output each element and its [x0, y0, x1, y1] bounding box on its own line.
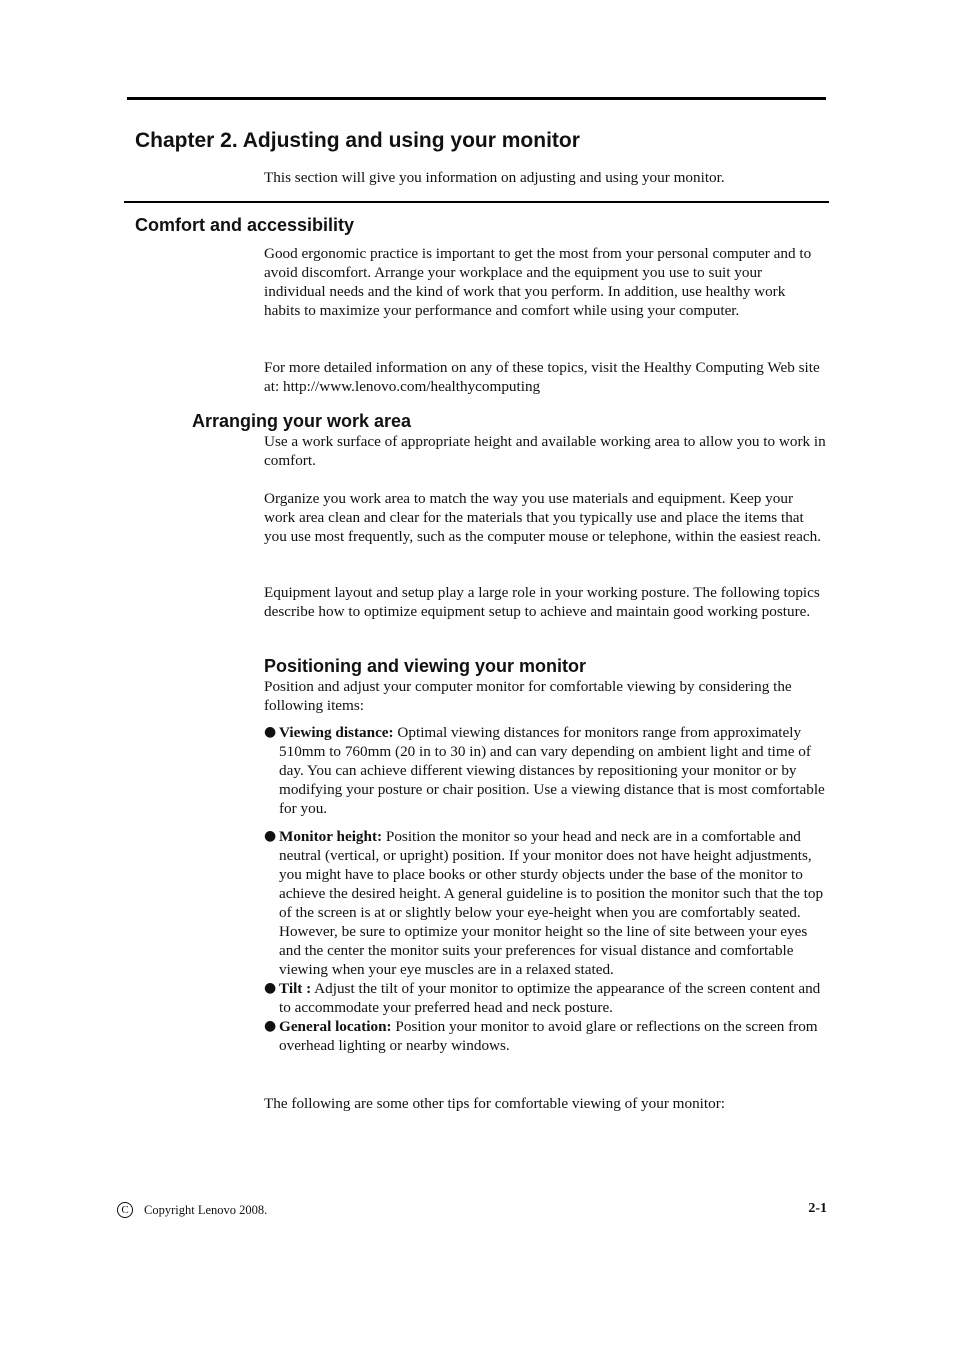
bullet-text: Position the monitor so your head and neck are in a comfortable and neutral (vertical, or upright) position. If your monitor does not have height adjustments, you might have to place books or other sturdy objects under the base of the monitor to achieve the desired height. A general guideline is to position the monitor such that the top of the screen is at or slightly below your eye-height when you are comfortably seated. However, be sure to optimize your monitor height so the line of site between your eyes and the center the monitor suits your preferences for visual distance and comfortable viewing when your eye muscles are in a relaxed stated. — [279, 828, 824, 978]
list-item-general-location — [264, 1017, 830, 1055]
chapter-intro: This section will give you information on adjusting and using your monitor. — [264, 169, 725, 186]
comfort-paragraph-1: Good ergonomic practice is important to get the most from your personal computer and to avoid discomfort. Arrange your workplace and the equipment you use to suit your individual needs and the kind of work that you perform. In addition, use healthy work habits to maximize your performance and comfort while using your computer. — [264, 245, 812, 319]
chapter-title: Chapter 2. Adjusting and using your monitor — [135, 129, 580, 152]
arranging-heading: Arranging your work area — [192, 411, 412, 431]
copyright-text: Copyright Lenovo 2008. — [144, 1203, 268, 1217]
positioning-heading: Positioning and viewing your monitor — [264, 656, 587, 676]
positioning-outro: The following are some other tips for comfortable viewing of your monitor: — [264, 1095, 725, 1112]
arranging-paragraph-1: Use a work surface of appropriate height and available working area to allow you to work in comfort. — [264, 433, 826, 469]
bullet-icon: ● — [264, 828, 277, 844]
comfort-heading: Comfort and accessibility — [135, 215, 355, 235]
top-rule — [127, 97, 826, 100]
bullet-term: Monitor height: — [279, 828, 383, 845]
bullet-term: General location: — [279, 1018, 392, 1035]
arranging-paragraph-3: Equipment layout and setup play a large role in your working posture. The following topics describe how to optimize equipment setup to achieve and maintain good working posture. — [264, 584, 820, 620]
list-item-viewing-distance — [264, 723, 830, 818]
bullet-text: Position your monitor to avoid glare or reflections on the screen from overhead lighting or nearby windows. — [279, 1018, 818, 1054]
monitor-tips-list — [264, 723, 830, 1055]
bullet-icon: ● — [264, 724, 277, 740]
bullet-text: Optimal viewing distances for monitors range from approximately 510mm to 760mm (20 in to 30 in) and can vary depending on ambient light and time of day. You can achieve different viewing distances by repositioning your monitor or by modifying your posture or chair position. Use a viewing distance that is most comfortable for you. — [279, 724, 825, 817]
copyright-icon: C — [117, 1202, 133, 1218]
bullet-icon: ● — [264, 980, 277, 996]
bullet-term: Viewing distance: — [279, 724, 394, 741]
list-item-tilt — [264, 979, 830, 1017]
positioning-intro: Position and adjust your computer monitor for comfortable viewing by considering the following items: — [264, 678, 792, 714]
bullet-text: Adjust the tilt of your monitor to optimize the appearance of the screen content and to accommodate your preferred head and neck posture. — [279, 980, 821, 1016]
comfort-paragraph-2: For more detailed information on any of these topics, visit the Healthy Computing Web site at: http://www.lenovo.com/healthycomputing — [264, 359, 820, 395]
list-item-monitor-height — [264, 827, 830, 979]
section-rule — [124, 201, 829, 203]
page-number: 2-1 — [808, 1201, 827, 1216]
arranging-paragraph-2: Organize you work area to match the way you use materials and equipment. Keep your work area clean and clear for the materials that you typically use and place the items that you use most frequently, such as the computer mouse or telephone, within the easiest reach. — [264, 490, 821, 545]
footer-copyright — [117, 1201, 267, 1219]
bullet-icon: ● — [264, 1018, 277, 1034]
bullet-term: Tilt : — [279, 980, 312, 997]
